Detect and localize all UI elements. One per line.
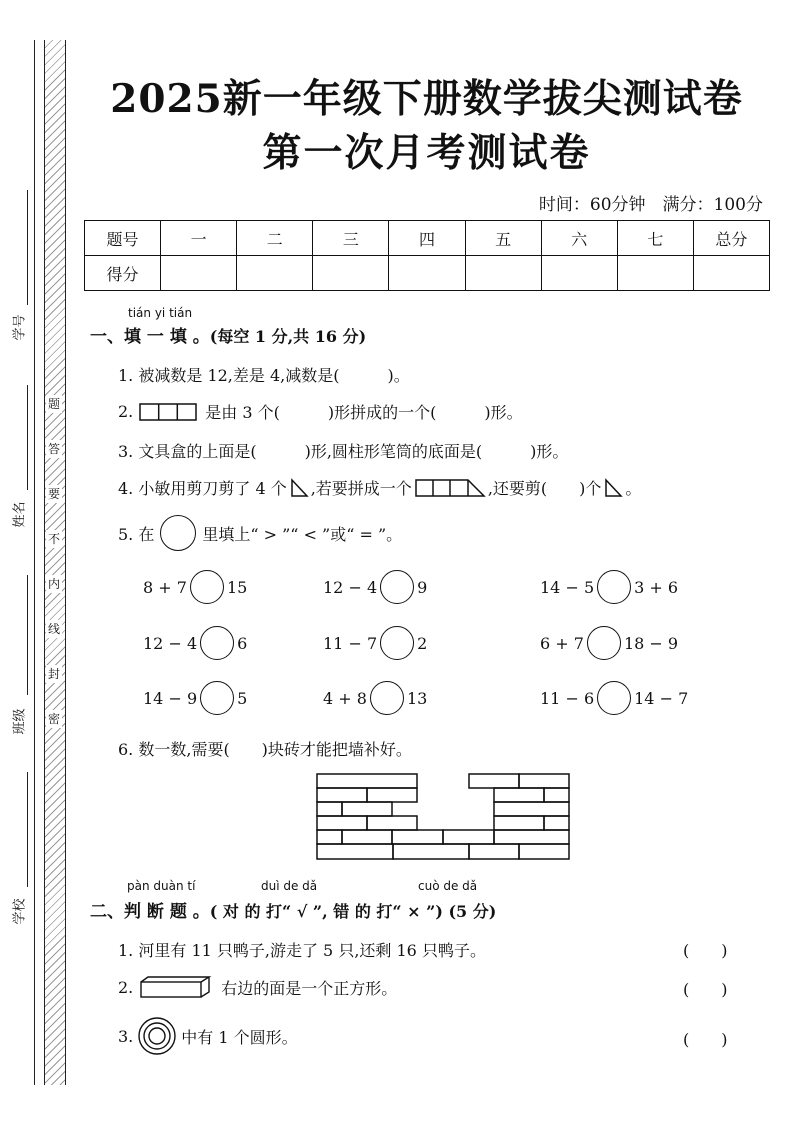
brick [342, 830, 392, 844]
brick [544, 788, 569, 802]
seal-word: 不 [47, 532, 60, 546]
compare-answer-circle[interactable] [380, 570, 414, 604]
brick-wall-figure [316, 773, 572, 861]
q2-3-number: 3. [118, 1026, 134, 1046]
brick [519, 774, 569, 788]
section2-title: 二、判 断 题 。 [90, 902, 210, 922]
q1-4 [118, 476, 641, 499]
q1-5 [118, 515, 402, 551]
compare-item [540, 681, 688, 715]
brick [494, 830, 569, 844]
compare-item [323, 570, 427, 604]
score-cell: 题号 [85, 221, 161, 256]
school-field[interactable] [27, 772, 28, 887]
score-cell: 三 [313, 221, 389, 256]
compare-left: 4 + 8 [323, 688, 367, 708]
brick [393, 844, 469, 859]
q1-6: 6. 数一数,需要( )块砖才能把墙补好。 [118, 740, 412, 759]
compare-right: 3 + 6 [634, 577, 679, 597]
brick [494, 802, 569, 816]
score-cell: 一 [161, 221, 237, 256]
three-squares-icon [139, 402, 199, 422]
compare-left: 12 − 4 [143, 633, 198, 653]
q1-2-text: 是由 3 个( )形拼成的一个( )形。 [205, 403, 523, 422]
score-cell: 四 [389, 221, 465, 256]
compare-left: 14 − 5 [540, 577, 595, 597]
seal-word: 题 [47, 397, 60, 411]
compare-item [143, 681, 247, 715]
score-input-cell[interactable] [693, 256, 769, 291]
compare-answer-circle[interactable] [200, 626, 234, 660]
compare-right: 15 [226, 577, 248, 597]
brick [519, 844, 569, 859]
compare-answer-circle[interactable] [597, 681, 631, 715]
q1-5-part-a: 5. 在 [118, 524, 155, 544]
compare-left: 14 − 9 [143, 688, 198, 708]
compare-right: 6 [237, 633, 248, 653]
binding-line [34, 40, 35, 1085]
score-input-cell[interactable] [617, 256, 693, 291]
student-no-field[interactable] [27, 190, 28, 305]
compare-item [143, 570, 247, 604]
q2-1: 1. 河里有 11 只鸭子,游走了 5 只,还剩 16 只鸭子。 [118, 941, 486, 960]
brick [494, 816, 544, 830]
brick [469, 844, 519, 859]
section1-title: 一、填 一 填 。 [90, 327, 210, 347]
score-table [84, 220, 770, 291]
q1-4-part-d: 。 [625, 479, 642, 498]
q2-2 [118, 975, 397, 999]
score-cell: 五 [465, 221, 541, 256]
compare-item [540, 626, 678, 660]
q1-4-part-a: 4. 小敏用剪刀剪了 4 个 [118, 479, 287, 498]
section2-pinyin-1: pàn duàn tí [127, 879, 196, 893]
compare-answer-circle[interactable] [587, 626, 621, 660]
compare-answer-circle[interactable] [380, 626, 414, 660]
brick [392, 830, 443, 844]
right-triangle-icon [289, 478, 309, 498]
class-label: 班级 [12, 708, 28, 735]
score-input-cell[interactable] [541, 256, 617, 291]
score-cell: 得分 [85, 256, 161, 291]
score-input-cell[interactable] [389, 256, 465, 291]
compare-answer-circle[interactable] [200, 681, 234, 715]
q1-4-part-b: ,若要拼成一个 [310, 479, 412, 498]
compare-right: 14 − 7 [634, 688, 689, 708]
brick [494, 788, 544, 802]
section2-heading [90, 897, 496, 922]
q2-2-number: 2. [118, 977, 134, 997]
compare-left: 11 − 7 [323, 633, 378, 653]
section2-note: ( 对 的 打“ √ ”, 错 的 打“ × ”) (5 分) [209, 902, 497, 921]
brick [544, 816, 569, 830]
q1-4-part-c: ,还要剪( )个 [487, 479, 602, 498]
compare-answer-circle[interactable] [190, 570, 224, 604]
q2-3-text: 中有 1 个圆形。 [181, 1027, 298, 1047]
q1-1: 1. 被减数是 12,差是 4,减数是( )。 [118, 366, 410, 385]
q2-3 [118, 1016, 298, 1056]
brick [317, 788, 367, 802]
page-title: 2025新一年级下册数学拔尖测试卷 [110, 76, 743, 122]
compare-left: 11 − 6 [540, 688, 595, 708]
compare-left: 8 + 7 [143, 577, 187, 597]
score-table-header-row [85, 221, 770, 256]
brick [317, 830, 342, 844]
class-field[interactable] [27, 575, 28, 695]
brick [469, 774, 519, 788]
trapezoid-strip-icon [414, 478, 486, 498]
score-input-cell[interactable] [313, 256, 389, 291]
seal-word: 内 [47, 577, 60, 591]
compare-right: 9 [417, 577, 428, 597]
brick [367, 816, 417, 830]
q1-2-number: 2. [118, 402, 134, 421]
score-table-score-row [85, 256, 770, 291]
brick [317, 844, 393, 859]
q1-3: 3. 文具盒的上面是( )形,圆柱形笔筒的底面是( )形。 [118, 442, 569, 461]
seal-word: 封 [47, 667, 60, 681]
compare-item [540, 570, 678, 604]
binding-strip [44, 40, 66, 1085]
brick [443, 830, 494, 844]
compare-item [323, 626, 427, 660]
compare-right: 5 [237, 688, 248, 708]
seal-word: 密 [47, 712, 60, 726]
seal-word: 要 [47, 487, 60, 501]
compare-right: 2 [417, 633, 428, 653]
section2-pinyin-3: cuò de dǎ [418, 879, 478, 893]
time-score-info: 时间：60分钟 满分：100分 [538, 195, 763, 215]
compare-answer-circle[interactable] [370, 681, 404, 715]
right-triangle-icon [603, 478, 623, 498]
score-input-cell[interactable] [161, 256, 237, 291]
cuboid-icon [139, 975, 215, 999]
compare-right: 13 [406, 688, 428, 708]
section1-heading [90, 322, 366, 347]
compare-item [143, 626, 247, 660]
seal-word: 答 [47, 442, 60, 456]
brick [367, 788, 417, 802]
compare-left: 12 − 4 [323, 577, 378, 597]
compare-right: 18 − 9 [623, 633, 679, 653]
score-input-cell[interactable] [465, 256, 541, 291]
score-cell: 六 [541, 221, 617, 256]
school-label: 学校 [12, 898, 28, 925]
concentric-circles-icon [137, 1016, 177, 1056]
page-subtitle: 第一次月考测试卷 [262, 130, 591, 176]
brick [342, 802, 392, 816]
compare-left: 6 + 7 [540, 633, 584, 653]
brick [317, 774, 417, 788]
q2-2-text: 右边的面是一个正方形。 [221, 978, 398, 998]
brick [317, 802, 342, 816]
score-input-cell[interactable] [237, 256, 313, 291]
compare-answer-circle[interactable] [597, 570, 631, 604]
name-field[interactable] [27, 385, 28, 490]
score-cell: 七 [617, 221, 693, 256]
q2-1-answer[interactable]: ( ) [683, 941, 728, 960]
section2-pinyin-2: duì de dǎ [261, 879, 318, 893]
q2-3-answer[interactable]: ( ) [683, 1030, 728, 1049]
brick [317, 816, 367, 830]
circle-icon [160, 515, 196, 551]
score-cell: 总分 [693, 221, 769, 256]
student-no-label: 学号 [12, 314, 28, 341]
q1-5-part-b: 里填上“ > ”“ < ”或“ = ”。 [202, 524, 403, 544]
section1-pinyin: tián yi tián [128, 306, 193, 320]
compare-item [323, 681, 427, 715]
q1-2 [118, 400, 523, 423]
score-cell: 二 [237, 221, 313, 256]
seal-word: 线 [47, 622, 60, 636]
name-label: 姓名 [12, 501, 28, 528]
section1-note: (每空 1 分,共 16 分) [209, 327, 367, 346]
q2-2-answer[interactable]: ( ) [683, 980, 728, 999]
